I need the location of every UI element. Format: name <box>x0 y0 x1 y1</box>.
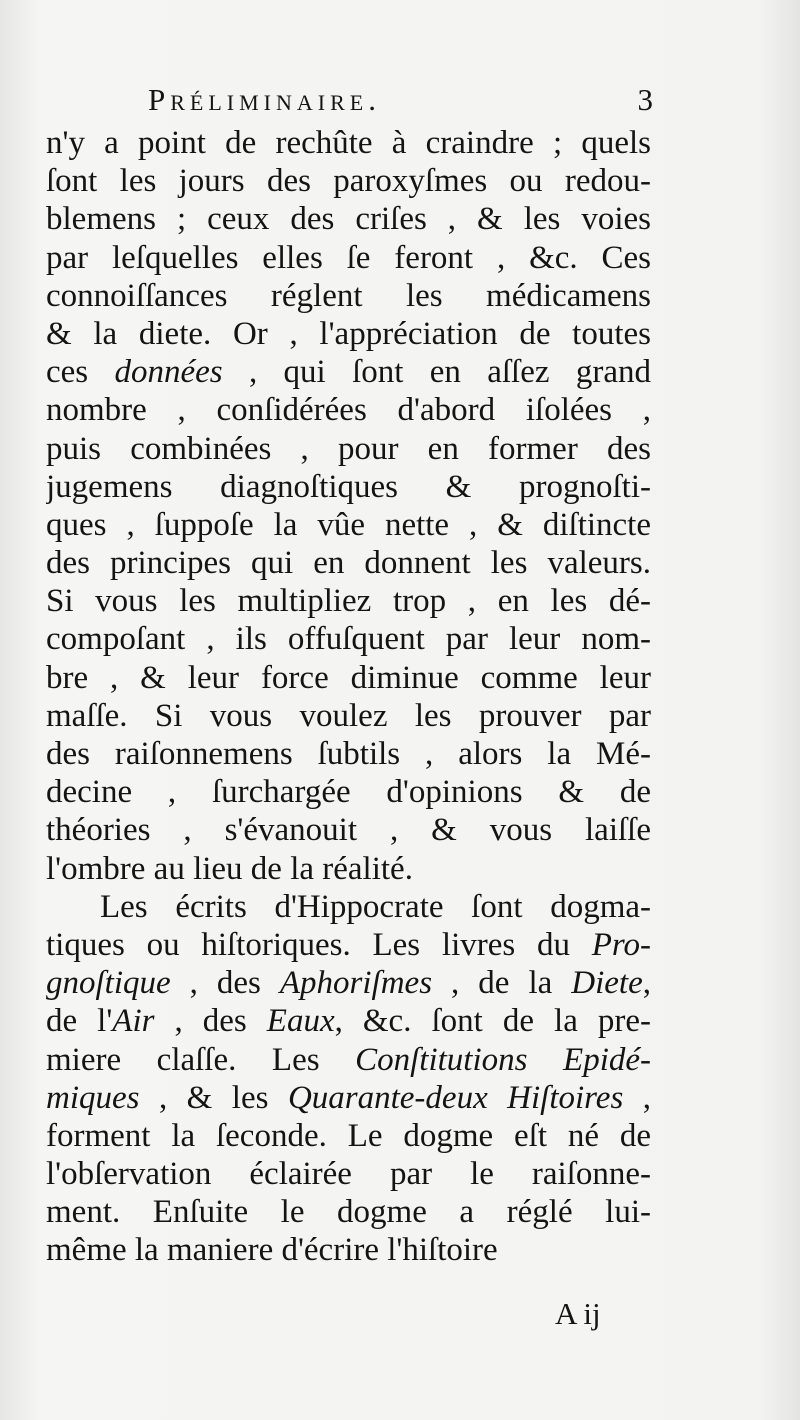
text-segment: des raiſonnemens ſubtils , alors la Mé- <box>46 736 651 772</box>
text-line <box>46 697 651 735</box>
text-line <box>46 124 651 162</box>
text-segment: Si vous les multipliez trop , en les dé- <box>46 583 651 620</box>
text-segment: Les écrits d'Hippocrate ſont dogma- <box>100 888 651 925</box>
text-segment: par leſquelles elles ſe feront , &c. Ces <box>46 239 651 276</box>
text-line <box>46 506 651 544</box>
text-line <box>46 468 651 506</box>
text-line <box>46 620 651 658</box>
text-segment: ment. Enſuite le dogme a réglé lui- <box>46 1194 651 1231</box>
text-segment: , qui ſont en aſſez grand <box>222 354 651 391</box>
body-text <box>46 124 651 1270</box>
text-line <box>46 926 651 964</box>
text-segment: blemens ; ceux des criſes , & les voies <box>46 201 651 238</box>
text-segment: miere claſſe. Les <box>46 1041 356 1078</box>
italic-segment: Quarante-deux Hiſtoires <box>287 1079 624 1116</box>
text-segment: nombre , conſidérées d'abord iſolées , <box>46 392 651 429</box>
text-line <box>46 239 651 277</box>
text-segment: l'obſervation éclairée par le raiſonne- <box>46 1156 651 1193</box>
running-head <box>148 82 653 122</box>
text-segment: de l' <box>46 1003 113 1040</box>
italic-segment: miques <box>46 1079 140 1116</box>
text-line <box>46 391 651 429</box>
text-line <box>46 200 651 238</box>
text-line <box>46 1002 651 1040</box>
running-title: Préliminaire. <box>148 82 381 117</box>
text-segment: des principes qui en donnent les valeurs. <box>46 545 651 582</box>
italic-segment: Diete <box>571 965 643 1002</box>
text-line <box>46 811 651 849</box>
text-segment: puis combinées , pour en former des <box>46 430 651 467</box>
text-segment: , de la <box>432 965 572 1002</box>
text-segment: & la diete. Or , l'appréciation de toutes <box>46 315 651 352</box>
text-line <box>46 850 651 888</box>
text-line <box>46 735 651 773</box>
text-segment: l'ombre au lieu de la réalité. <box>46 850 413 887</box>
text-line <box>46 1155 651 1193</box>
text-segment: , <box>642 965 651 1002</box>
text-line <box>46 1041 651 1079</box>
text-line <box>46 277 651 315</box>
text-line <box>46 1231 651 1269</box>
text-line <box>46 162 651 200</box>
text-segment: ſont les jours des paroxyſmes ou redou- <box>46 163 651 200</box>
text-line <box>46 430 651 468</box>
text-line <box>46 888 651 926</box>
text-segment: théories , s'évanouit , & vous laiſſe <box>46 812 651 849</box>
text-segment: connoiſſances réglent les médicamens <box>46 277 651 314</box>
text-segment: , des <box>170 965 280 1002</box>
text-segment: tiques ou hiſtoriques. Les livres du <box>46 926 592 963</box>
text-line <box>46 353 651 391</box>
text-segment: jugemens diagnoſtiques & prognoſti- <box>46 468 651 505</box>
text-line <box>46 315 651 353</box>
text-segment: , &c. ſont de la pre- <box>334 1003 651 1040</box>
italic-segment: Conſtitutions Epidé- <box>355 1041 651 1078</box>
text-line <box>46 1079 651 1117</box>
italic-segment: données <box>114 354 223 391</box>
text-segment: , & les <box>139 1079 288 1116</box>
text-line <box>46 1193 651 1231</box>
italic-segment: Pro- <box>591 926 651 963</box>
text-segment: , <box>623 1079 651 1116</box>
text-line <box>46 544 651 582</box>
italic-segment: Air <box>112 1003 155 1040</box>
text-segment: maſſe. Si vous voulez les prouver par <box>46 697 651 734</box>
text-line <box>46 582 651 620</box>
signature-mark: A ij <box>555 1296 601 1331</box>
text-segment: ces <box>46 354 115 391</box>
text-line <box>46 659 651 697</box>
text-line <box>46 964 651 1002</box>
page-number: 3 <box>637 82 653 117</box>
text-segment: compoſant , ils offuſquent par leur nom- <box>46 621 651 658</box>
italic-segment: gnoſtique <box>46 965 171 1002</box>
italic-segment: Aphoriſmes <box>279 965 433 1002</box>
text-segment: forment la ſeconde. Le dogme eſt né de <box>46 1117 651 1154</box>
text-line <box>46 1117 651 1155</box>
text-segment: decine , ſurchargée d'opinions & de <box>46 774 651 811</box>
text-segment: n'y a point de rechûte à craindre ; quels <box>46 125 651 161</box>
text-segment: ques , ſuppoſe la vûe nette , & diſtincte <box>46 506 651 543</box>
text-segment: bre , & leur force diminue comme leur <box>46 659 651 696</box>
text-segment: même la maniere d'écrire l'hiſtoire <box>46 1232 498 1269</box>
text-line <box>46 773 651 811</box>
italic-segment: Eaux <box>266 1003 335 1040</box>
text-segment: , des <box>154 1003 267 1040</box>
